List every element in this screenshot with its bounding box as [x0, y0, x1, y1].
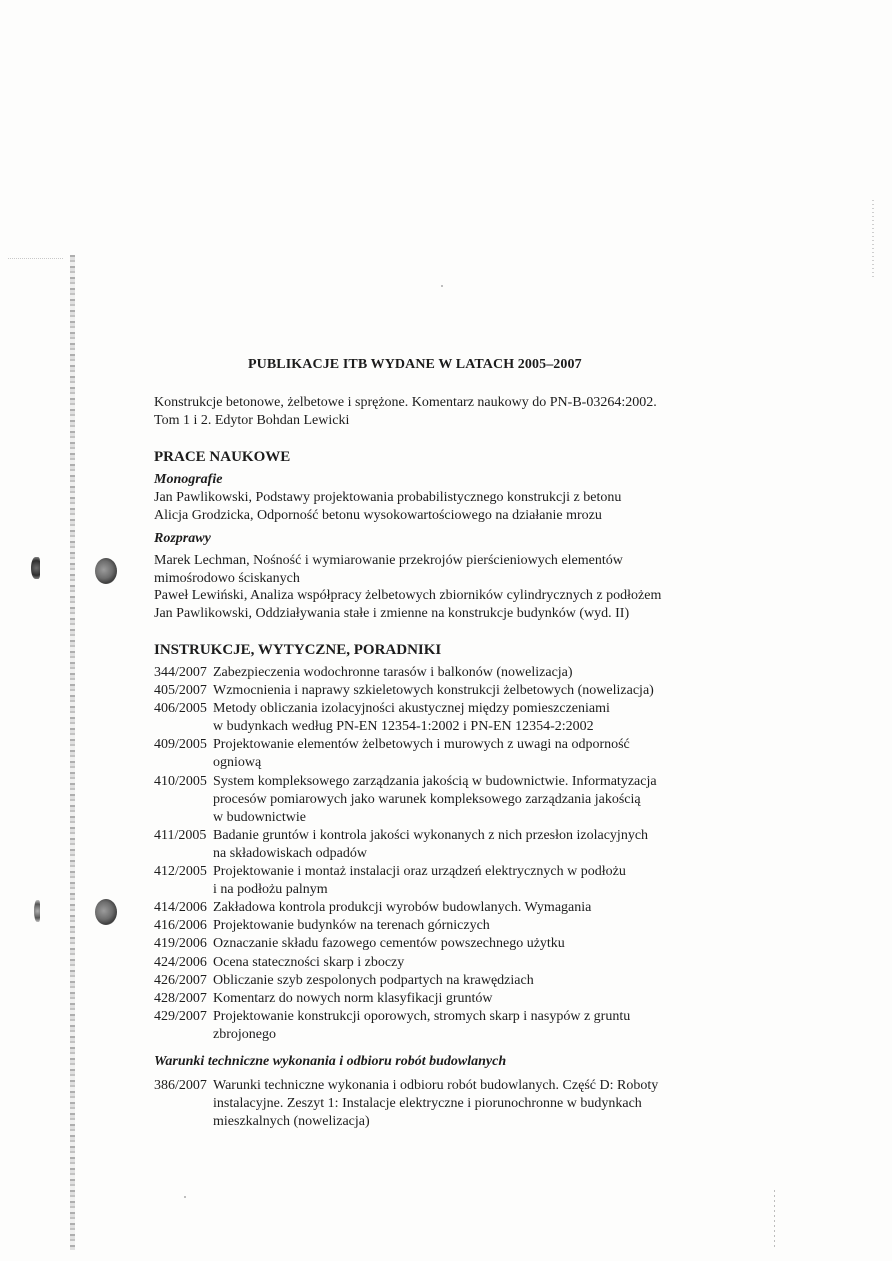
list-item: Jan Pawlikowski, Podstawy projektowania probabilistycznego konstrukcji z betonu [154, 490, 622, 505]
punch-hole-edge-mark [34, 900, 40, 922]
intro-paragraph [154, 394, 714, 430]
publication-title-line: ogniową [213, 755, 262, 771]
publication-number: 428/2007 [154, 990, 207, 1006]
list-item [154, 736, 714, 772]
subsection-heading-warunki: Warunki techniczne wykonania i odbioru robót budowlanych [154, 1054, 507, 1069]
list-item-line: mimośrodowo ściskanych [154, 570, 300, 586]
publication-number: 412/2005 [154, 864, 207, 880]
publication-title-line: Projektowanie elementów żelbetowych i murowych z uwagi na odporność [213, 737, 630, 753]
list-item [154, 773, 714, 827]
publication-title-line: w budownictwie [213, 809, 306, 825]
publication-title-line: Projektowanie i montaż instalacji oraz urządzeń elektrycznych w podłożu [213, 864, 626, 880]
monografie-list [154, 489, 714, 524]
publication-title-line: procesów pomiarowych jako warunek kompleksowego zarządzania jakością [213, 791, 641, 807]
publication-number: 406/2005 [154, 701, 207, 717]
list-item [154, 954, 714, 972]
scan-right-edge-noise [774, 1190, 775, 1250]
list-item-line: Marek Lechman, Nośność i wymiarowanie przekrojów pierścieniowych elementów [154, 553, 623, 568]
section-heading-prace-naukowe: PRACE NAUKOWE [154, 449, 291, 465]
scan-right-edge-noise [872, 200, 874, 280]
publication-number: 416/2006 [154, 918, 207, 934]
list-item [154, 700, 714, 736]
list-item [154, 863, 714, 899]
publication-title-line: Oznaczanie składu fazowego cementów powszechnego użytku [213, 936, 565, 952]
intro-line: Tom 1 i 2. Edytor Bohdan Lewicki [154, 413, 350, 428]
publication-title-line: Zabezpieczenia wodochronne tarasów i balkonów (nowelizacja) [213, 665, 573, 680]
publication-number: 405/2007 [154, 683, 207, 699]
publication-number: 410/2005 [154, 773, 207, 789]
punch-hole-mark [95, 558, 117, 584]
publication-title-line: Warunki techniczne wykonania i odbioru robót budowlanych. Część D: Roboty [213, 1078, 659, 1093]
list-item [154, 827, 714, 863]
publication-title-line: zbrojonego [213, 1026, 276, 1042]
publication-number: 411/2005 [154, 827, 207, 843]
list-item [154, 605, 714, 623]
punch-hole-edge-mark [31, 557, 40, 579]
publication-number: 386/2007 [154, 1078, 207, 1093]
list-item [154, 664, 714, 682]
publication-title-line: mieszkalnych (nowelizacja) [213, 1114, 370, 1130]
publication-title-line: w budynkach według PN-EN 12354-1:2002 i PN-EN 12354-2:2002 [213, 719, 594, 735]
instrukcje-list [154, 664, 714, 1044]
publication-title-line: Projektowanie budynków na terenach górniczych [213, 918, 490, 934]
list-item: Alicja Grodzicka, Odporność betonu wysokowartościowego na działanie mrozu [154, 507, 602, 523]
publication-title-line: instalacyjne. Zeszyt 1: Instalacje elektryczne i piorunochronne w budynkach [213, 1096, 642, 1112]
list-item [154, 935, 714, 953]
intro-line: Konstrukcje betonowe, żelbetowe i sprężone. Komentarz naukowy do PN-B-03264:2002. [154, 395, 657, 410]
scan-speck [184, 1196, 186, 1198]
publication-number: 414/2006 [154, 900, 207, 916]
list-item [154, 1008, 714, 1044]
subsection-heading-monografie: Monografie [154, 472, 223, 487]
scan-binding-edge [70, 255, 75, 1250]
list-item [154, 899, 714, 917]
scan-dotted-line [8, 258, 63, 260]
publication-title-line: i na podłożu palnym [213, 882, 328, 898]
scan-speck [441, 285, 443, 287]
section-heading-instrukcje: INSTRUKCJE, WYTYCZNE, PORADNIKI [154, 642, 442, 658]
publication-title-line: Metody obliczania izolacyjności akustycznej między pomieszczeniami [213, 701, 610, 717]
publication-title-line: Wzmocnienia i naprawy szkieletowych konstrukcji żelbetowych (nowelizacja) [213, 683, 654, 699]
page-title: PUBLIKACJE ITB WYDANE W LATACH 2005–2007 [248, 357, 582, 372]
publication-title-line: Projektowanie konstrukcji oporowych, stromych skarp i nasypów z gruntu [213, 1008, 631, 1024]
publication-title-line: Zakładowa kontrola produkcji wyrobów budowlanych. Wymagania [213, 900, 592, 916]
publication-title-line: Komentarz do nowych norm klasyfikacji gruntów [213, 990, 493, 1006]
publication-title-line: Badanie gruntów i kontrola jakości wykonanych z nich przesłon izolacyjnych [213, 827, 649, 843]
publication-number: 409/2005 [154, 737, 207, 753]
publication-number: 429/2007 [154, 1008, 207, 1024]
list-item [154, 682, 714, 700]
list-item-line: Paweł Lewiński, Analiza współpracy żelbetowych zbiorników cylindrycznych z podłożem [154, 588, 662, 604]
publication-number: 426/2007 [154, 972, 207, 988]
rozprawy-list [154, 552, 714, 622]
list-item [154, 990, 714, 1008]
publication-title-line: Ocena stateczności skarp i zboczy [213, 954, 405, 970]
list-item [154, 972, 714, 990]
list-item [154, 1077, 714, 1131]
publication-number: 419/2006 [154, 936, 207, 952]
publication-title-line: Obliczanie szyb zespolonych podpartych na krawędziach [213, 972, 534, 988]
list-item [154, 917, 714, 935]
list-item [154, 587, 714, 605]
publication-title-line: System kompleksowego zarządzania jakością w budownictwie. Informatyzacja [213, 773, 657, 789]
publication-number: 424/2006 [154, 954, 207, 970]
list-item-line: Jan Pawlikowski, Oddziaływania stałe i zmienne na konstrukcje budynków (wyd. II) [154, 605, 630, 621]
publication-number: 344/2007 [154, 665, 207, 680]
warunki-list [154, 1077, 714, 1131]
list-item [154, 552, 714, 587]
punch-hole-mark [95, 899, 117, 925]
subsection-heading-rozprawy: Rozprawy [154, 531, 211, 546]
publication-title-line: na składowiskach odpadów [213, 845, 367, 861]
